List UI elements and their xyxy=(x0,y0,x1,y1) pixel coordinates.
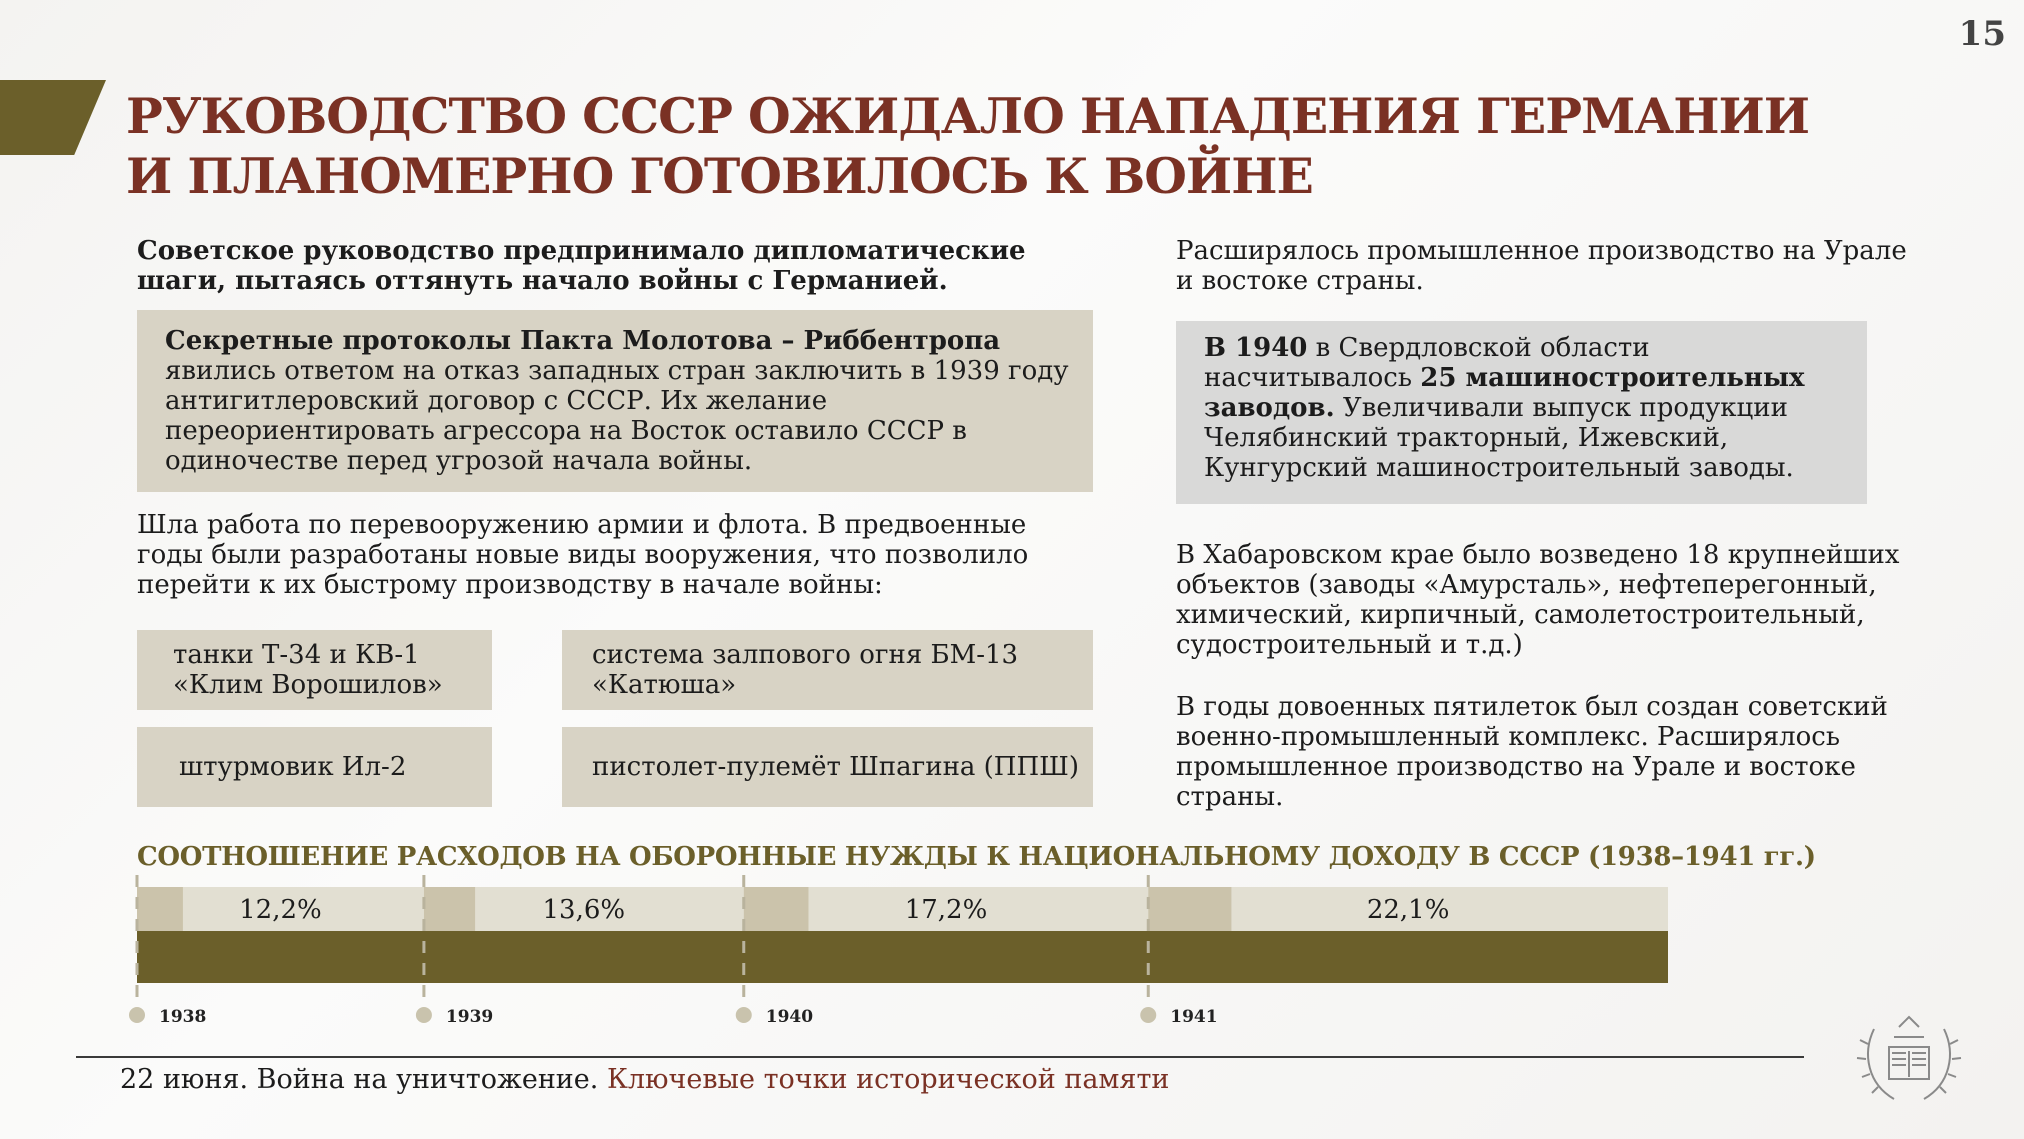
chart-segment-lead-1938 xyxy=(137,887,183,931)
chart-year-marker xyxy=(1140,1007,1156,1023)
left-intro: Советское руководство предпринимало дипломатические шаги, пытаясь оттянуть начало войны с Германией. xyxy=(137,236,1026,296)
khabarovsk-text: В Хабаровском крае было возведено 18 крупнейших объектов (заводы «Амурсталь», нефтеперегонный, химический, кирпичный, самолетостроительный, судостроительный и т.д.) xyxy=(1176,540,1900,660)
pact-box-bold: Секретные протоколы Пакта Молотова – Риббентропа xyxy=(165,326,1001,356)
chart-title: СООТНОШЕНИЕ РАСХОДОВ НА ОБОРОННЫЕ НУЖДЫ К НАЦИОНАЛЬНОМУ ДОХОДУ В СССР (1938–1941 гг.) xyxy=(137,842,1816,872)
rearmament-text: Шла работа по перевооружению армии и флота. В предвоенные годы были разработаны новые виды вооружения, что позволило перейти к их быстрому производству в начале войны: xyxy=(137,510,1029,600)
footer-divider xyxy=(76,1056,1804,1058)
footer-subtitle: Ключевые точки исторической памяти xyxy=(598,1064,1170,1095)
footer-title: 22 июня. Война на уничтожение. xyxy=(120,1064,599,1095)
pact-box-text: явились ответом на отказ западных стран заключить в 1939 году антигитлеровский договор с СССР. Их желание переориентировать агрессора на Восток оставило СССР в одиночестве перед угрозой начала войны. xyxy=(165,356,1069,476)
right-intro: Расширялось промышленное производство на Урале и востоке страны. xyxy=(1176,236,1907,296)
chart-value-label: 17,2% xyxy=(904,895,988,925)
chart-value-label: 13,6% xyxy=(542,895,626,925)
sverdlovsk-text-2: Увеличивали выпуск продукции Челябинский тракторный, Ижевский, Кунгурский машиностроительный заводы. xyxy=(1204,393,1794,483)
chart-year-label: 1938 xyxy=(159,1007,207,1027)
chart-year-label: 1939 xyxy=(445,1007,494,1027)
weapon-tanks-label: танки Т-34 и КВ-1 «Клим Ворошилов» xyxy=(173,640,443,700)
title-line-1: РУКОВОДСТВО СССР ОЖИДАЛО НАПАДЕНИЯ ГЕРМАНИИ xyxy=(126,87,1810,145)
military-complex-text: В годы довоенных пятилеток был создан советский военно-промышленный комплекс. Расширялось промышленное производство на Урале и востоке страны. xyxy=(1176,692,1888,812)
chart-segment-lead-1939 xyxy=(424,887,475,931)
chart-segment-lead-1940 xyxy=(744,887,809,931)
chart-year-label: 1940 xyxy=(765,1007,814,1027)
footer xyxy=(120,1063,1169,1097)
chart-segment-lead-1941 xyxy=(1148,887,1231,931)
chart-year-marker xyxy=(736,1007,752,1023)
sverdlovsk-text-1: в Свердловской области насчитывалось xyxy=(1204,333,1650,393)
weapon-il2-label: штурмовик Ил-2 xyxy=(179,752,407,782)
weapon-katyusha-label: система залпового огня БМ-13 «Катюша» xyxy=(592,640,1019,700)
chart-year-label: 1941 xyxy=(1170,1007,1218,1027)
chart-year-marker xyxy=(416,1007,432,1023)
chart-year-marker xyxy=(129,1007,145,1023)
sverdlovsk-count: 25 машиностроительных заводов. xyxy=(1204,363,1805,423)
title-line-2: И ПЛАНОМЕРНО ГОТОВИЛОСЬ К ВОЙНЕ xyxy=(126,147,1313,205)
page-number: 15 xyxy=(1958,14,2006,54)
weapon-ppsh-label: пистолет-пулемёт Шпагина (ППШ) xyxy=(592,752,1079,782)
chart-value-label: 22,1% xyxy=(1366,895,1450,925)
chart-base-bar xyxy=(137,931,1668,983)
chart-value-label: 12,2% xyxy=(239,895,322,925)
sverdlovsk-year: В 1940 xyxy=(1204,333,1308,363)
ministry-emblem-icon xyxy=(1854,999,1964,1109)
